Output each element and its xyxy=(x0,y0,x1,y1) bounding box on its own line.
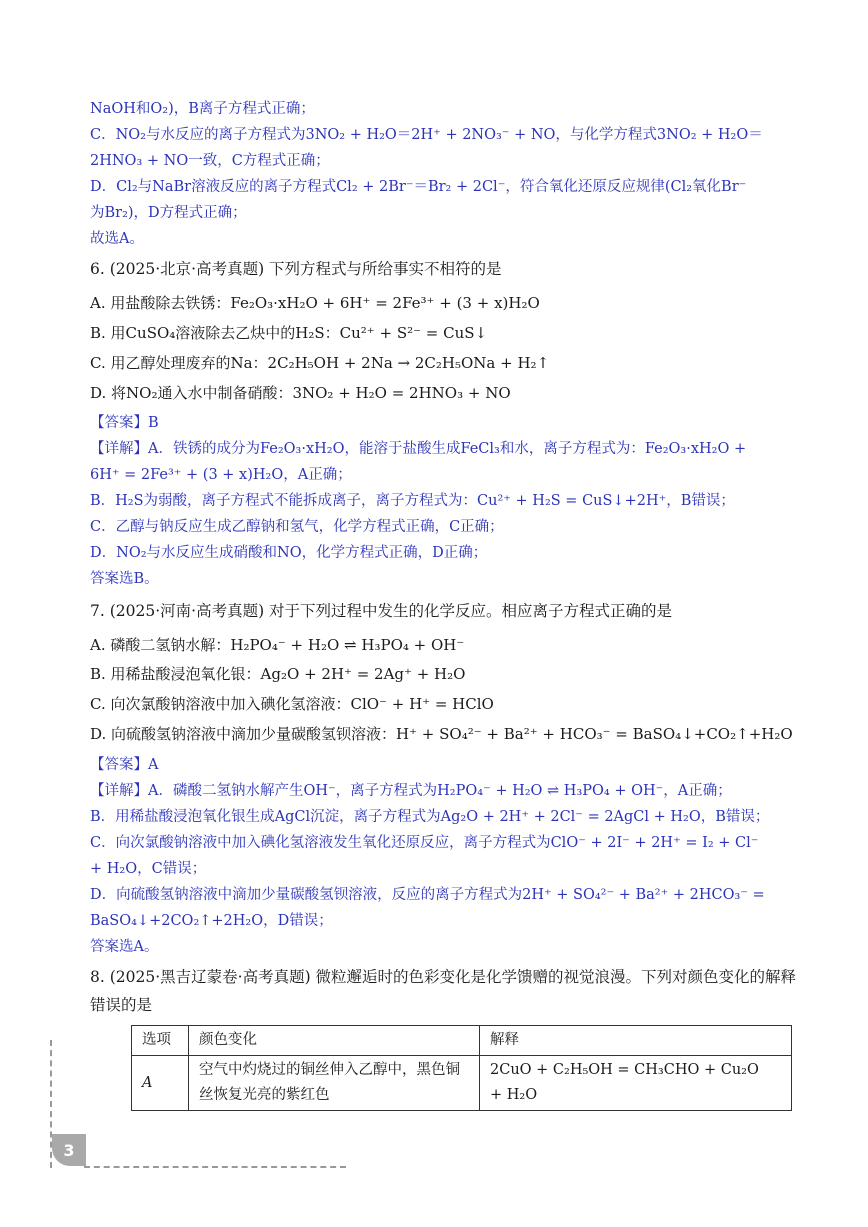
question-8-stem-line: 8. (2025·黑吉辽蒙卷·高考真题) 微粒邂逅时的色彩变化是化学馈赠的视觉浪漫。下列对颜色变化的解释 xyxy=(90,968,797,986)
explanation-line: C．向次氯酸钠溶液中加入碘化氢溶液发生氧化还原反应，离子方程式为ClO⁻ + 2I⁻ + 2H⁺ = I₂ + Cl⁻ xyxy=(90,835,759,851)
cell-line: + H₂O xyxy=(490,1087,538,1103)
table-cell-change xyxy=(189,1056,480,1111)
question-6-option-b: B. 用CuSO₄溶液除去乙炔中的H₂S：Cu²⁺ + S²⁻ = CuS↓ xyxy=(90,324,488,342)
explanation-line: NaOH和O₂)，B离子方程式正确； xyxy=(90,101,315,117)
explanation-line: 答案选A。 xyxy=(90,939,159,955)
explanation-line: D．NO₂与水反应生成硝酸和NO，化学方程式正确，D正确； xyxy=(90,545,488,561)
question-8-table xyxy=(131,1025,792,1111)
table-header-change: 颜色变化 xyxy=(189,1026,480,1056)
answer-line: 【答案】A xyxy=(90,757,159,773)
question-7-option-a: A. 磷酸二氢钠水解：H₂PO₄⁻ + H₂O ⇌ H₃PO₄ + OH⁻ xyxy=(90,636,465,654)
explanation-line: 【详解】A．铁锈的成分为Fe₂O₃·xH₂O，能溶于盐酸生成FeCl₃和水，离子方程式为：Fe₂O₃·xH₂O + xyxy=(90,441,747,457)
explanation-line: D．Cl₂与NaBr溶液反应的离子方程式Cl₂ + 2Br⁻＝Br₂ + 2Cl⁻，符合氧化还原反应规律(Cl₂氧化Br⁻ xyxy=(90,179,747,195)
table-row xyxy=(132,1056,792,1111)
table-header-explain: 解释 xyxy=(480,1026,792,1056)
cell-line: 丝恢复光亮的紫红色 xyxy=(199,1087,330,1103)
table-header-row xyxy=(132,1026,792,1056)
table-cell-option: A xyxy=(132,1056,189,1111)
cell-line: 2CuO + C₂H₅OH = CH₃CHO + Cu₂O xyxy=(490,1062,759,1078)
explanation-line: 【详解】A．磷酸二氢钠水解产生OH⁻，离子方程式为H₂PO₄⁻ + H₂O ⇌ H₃PO₄ + OH⁻，A正确； xyxy=(90,783,732,799)
question-6-option-a: A. 用盐酸除去铁锈：Fe₂O₃·xH₂O + 6H⁺ = 2Fe³⁺ + (3 + x)H₂O xyxy=(90,294,540,312)
explanation-line: 2HNO₃ + NO一致，C方程式正确； xyxy=(90,153,330,169)
question-8-stem xyxy=(90,963,805,1019)
explanation-line: 答案选B。 xyxy=(90,571,159,587)
explanation-line: 为Br₂)，D方程式正确； xyxy=(90,205,247,221)
explanation-line: BaSO₄↓+2CO₂↑+2H₂O，D错误； xyxy=(90,913,333,929)
question-8-stem-line: 错误的是 xyxy=(90,996,153,1014)
previous-explanation xyxy=(90,96,805,252)
table-cell-explain xyxy=(480,1056,792,1111)
explanation-line: 故选A。 xyxy=(90,231,144,247)
explanation-line: D．向硫酸氢钠溶液中滴加少量碳酸氢钡溶液，反应的离子方程式为2H⁺ + SO₄²⁻ + Ba²⁺ + 2HCO₃⁻ = xyxy=(90,887,765,903)
question-7-solution xyxy=(90,752,805,960)
question-6-stem: 6. (2025·北京·高考真题) 下列方程式与所给事实不相符的是 xyxy=(90,260,502,278)
explanation-line: B．H₂S为弱酸，离子方程式不能拆成离子，离子方程式为：Cu²⁺ + H₂S = CuS↓+2H⁺，B错误； xyxy=(90,493,735,509)
answer-line: 【答案】B xyxy=(90,415,159,431)
explanation-line: + H₂O，C错误； xyxy=(90,861,207,877)
explanation-line: C．乙醇与钠反应生成乙醇钠和氢气，化学方程式正确，C正确； xyxy=(90,519,504,535)
explanation-line: C．NO₂与水反应的离子方程式为3NO₂ + H₂O＝2H⁺ + 2NO₃⁻ + NO，与化学方程式3NO₂ + H₂O＝ xyxy=(90,127,763,143)
question-7-option-d: D. 向硫酸氢钠溶液中滴加少量碳酸氢钡溶液：H⁺ + SO₄²⁻ + Ba²⁺ + HCO₃⁻ = BaSO₄↓+CO₂↑+H₂O xyxy=(90,725,793,743)
question-7-option-b: B. 用稀盐酸浸泡氧化银：Ag₂O + 2H⁺ = 2Ag⁺ + H₂O xyxy=(90,665,466,683)
footer-dashed-horizontal xyxy=(84,1166,346,1168)
page-number: 3 xyxy=(52,1134,86,1166)
question-7-option-c: C. 向次氯酸钠溶液中加入碘化氢溶液：ClO⁻ + H⁺ = HClO xyxy=(90,695,494,713)
question-6-option-c: C. 用乙醇处理废弃的Na：2C₂H₅OH + 2Na → 2C₂H₅ONa + H₂↑ xyxy=(90,354,550,372)
question-6-solution xyxy=(90,410,805,592)
question-6-option-d: D. 将NO₂通入水中制备硝酸：3NO₂ + H₂O = 2HNO₃ + NO xyxy=(90,384,511,402)
cell-line: 空气中灼烧过的铜丝伸入乙醇中，黑色铜 xyxy=(199,1062,460,1078)
question-7-stem: 7. (2025·河南·高考真题) 对于下列过程中发生的化学反应。相应离子方程式正确的是 xyxy=(90,602,673,620)
explanation-line: 6H⁺ = 2Fe³⁺ + (3 + x)H₂O，A正确； xyxy=(90,467,352,483)
explanation-line: B．用稀盐酸浸泡氧化银生成AgCl沉淀，离子方程式为Ag₂O + 2H⁺ + 2Cl⁻ = 2AgCl + H₂O，B错误； xyxy=(90,809,770,825)
table-header-option: 选项 xyxy=(132,1026,189,1056)
